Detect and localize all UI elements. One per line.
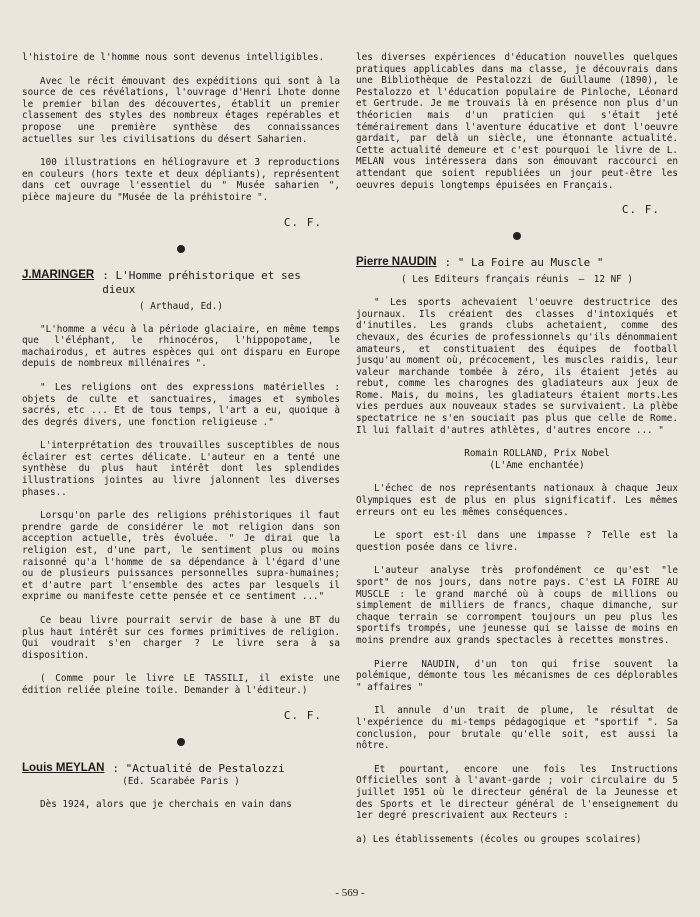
review-heading (22, 269, 340, 297)
left-column (22, 52, 340, 822)
paragraph: Pierre NAUDIN, d'un ton qui frise souvent la polémique, démonte tous les mécanismes de ces déplorables " affaires " (356, 658, 678, 693)
section-separator-dot (177, 738, 185, 746)
paragraph: l'histoire de l'homme nous sont devenus intelligibles. (22, 52, 325, 63)
paragraph: 100 illustrations en héliogravure et 3 reproductions en couleurs (hors texte et deux dépliants), représentent dans cet ouvrage l'essentiel du " Musée saharien ", pièce majeure du "Musée de la préhistoire ". (22, 157, 340, 203)
separator-dash: – (578, 274, 585, 286)
review-publisher (356, 274, 678, 285)
paragraph: Avec le récit émouvant des expéditions qui sont à la source de ces révélations, l'ouvrage d'Henri Lhote donne le premier bilan des découvertes, établit un premier classement des styles des nombreux étages repérables et propose une première synthèse des connaissances actuelles sur les civilisations du désert Saharien. (22, 75, 340, 145)
signature: C. F. (283, 708, 322, 722)
paragraph: Il annule d'un trait de plume, le résultat de l'expérience du mi-temps pédagogique et "sportif ". Sa conclusion, pour brutale qu'elle soit, est aussi la nôtre. (356, 705, 678, 752)
right-column (356, 52, 678, 857)
quote-citation: Romain ROLLAND, Prix Nobel (L'Ame enchantée) (464, 448, 610, 471)
page-number: - 569 - (335, 887, 365, 899)
paragraph: L'échec de nos représentants nationaux à chaque Jeux Olympiques est de plus en plus significatif. Les mêmes erreurs ont eu les mêmes conséquences. (356, 483, 678, 518)
review-author: Pierre NAUDIN (356, 256, 437, 269)
paragraph: Ce beau livre pourrait servir de base à une BT du plus haut intérêt sur ces formes primitives de religion. Qui voudrait s'en charger ? Le livre sera à sa disposition. (22, 615, 340, 661)
review-publisher: (Ed. Scarabée Paris ) (122, 775, 240, 787)
book-price: 12 NF ) (593, 274, 633, 286)
review-title: : " La Foire au Muscle " (444, 256, 604, 270)
review-heading (22, 762, 340, 776)
signature: C. F. (621, 203, 660, 217)
paragraph: les diverses expériences d'éducation nouvelles quelques pratiques applicables dans ma classe, je découvrais dans une Bibliothèque de Pestalozzi de Guillaume (1890), le Pestalozzo et l'éducation populaire de Pinloche, Léonard et Gertrude. Je me trouvais là en présence non plus d'un théoricien mais d'un praticien qui s'était jeté témérairement dans l'aventure éducative et dont l'oeuvre gardait, par delà un siècle, une étonnante actualité. Cette actualité demeure et c'est pourquoi le livre de L. MELAN vous intéressera dans son émouvant raccourci en attendant que soient republiées un jour peut-être les oeuvres depuis longtemps épuisées en Français. (356, 52, 678, 191)
review-title: : "Actualité de Pestalozzi (112, 761, 285, 775)
review-publisher: ( Arthaud, Ed.) (139, 300, 223, 312)
review-author: J.MARINGER (22, 268, 95, 281)
section-separator-dot (513, 232, 521, 240)
review-heading (356, 256, 678, 270)
review-title: : L'Homme préhistorique et ses dieux (102, 268, 301, 296)
paragraph: " Les sports achevaient l'oeuvre destructrice des journaux. Ils créaient des classes d'intoxiqués et d'inutiles. Les grands clubs achetaient, comme des chevaux, des écuries de professionnels qu'ils dénommaient amateurs, et constituaient des équipes de football jusqu'au moment où, précocement, les muscles raidis, leur valeur marchande tombée à zéro, ils étaient jetés au rebut, comme les charognes des gladiateurs aux jeux de Rome. Mais, du moins, les gladiateurs étaient morts.Les vies perdues aux nouveaux stades se survivaient. La plèbe spectatrice ne s'en souciait pas plus que celle de Rome. Il lui fallait d'autres athlètes, d'autres encore ... " (356, 297, 678, 436)
section-separator-dot (177, 245, 185, 253)
paragraph: " Les religions ont des expressions matérielles : objets de culte et sanctuaires, images et symboles sacrés, etc ... Et de tous temps, l'art a eu, quoique à des degrés divers, une fonction religieuse ." (22, 381, 340, 428)
paragraph: a) Les établissements (écoles ou groupes scolaires) (356, 833, 642, 845)
signature: C. F. (283, 215, 322, 229)
review-author: Louis MEYLAN (22, 761, 105, 774)
paragraph: "L'homme a vécu à la période glaciaire, en même temps que l'éléphant, le rhinocéros, l'hippopotame, le machairodus, et autres espèces qui ont disparu en Europe depuis de nombreux millénaires ". (22, 323, 340, 370)
publisher-name: ( Les Editeurs français réunis (401, 274, 569, 286)
paragraph: Dès 1924, alors que je cherchais en vain dans (40, 798, 292, 810)
paragraph: L'auteur analyse très profondément ce qu'est "le sport" de nos jours, dans notre pays. C'est LA FOIRE AU MUSCLE : le grand marché où à coups de millions ou simplement de milliers de francs, chaque dimanche, sur chaque terrain se corrompent toujours un peu plus les sportifs trompés, une jeunesse qui se laisse de moins en moins prendre aux grands spectacles à recettes monstres. (356, 565, 678, 646)
paragraph: L'interprétation des trouvailles susceptibles de nous éclairer est certes délicate. L'auteur en a tenté une synthèse du plus haut intérêt dont les splendides illustrations jointes au livre jalonnent les diverses phases.. (22, 440, 340, 498)
paragraph: ( Comme pour le livre LE TASSILI, il existe une édition reliée pleine toile. Demander à l'éditeur.) (22, 673, 340, 696)
paragraph: Et pourtant, encore une fois les Instructions Officielles sont à l'avant-garde ; voir circulaire du 5 juillet 1951 où le directeur général de la Jeunesse et des Sports et le directeur général de l'enseignement du 1er degré prescrivaient aux Recteurs : (356, 763, 678, 822)
paragraph: Le sport est-il dans une impasse ? Telle est la question posée dans ce livre. (356, 530, 678, 553)
paragraph: Lorsqu'on parle des religions préhistoriques il faut prendre garde de considérer le mot religion dans son acception actuelle, très évoluée. " Je dirai que la religion est, d'une part, le sentiment plus ou moins raisonné qu'a l'homme de sa dépendance à l'égard d'une ou de plusieurs puissances personnelles supra-humaines; et d'autre part l'ensemble des actes par lesquels il exprime ou manifeste cette pensée et ce sentiment ..." (22, 510, 340, 603)
